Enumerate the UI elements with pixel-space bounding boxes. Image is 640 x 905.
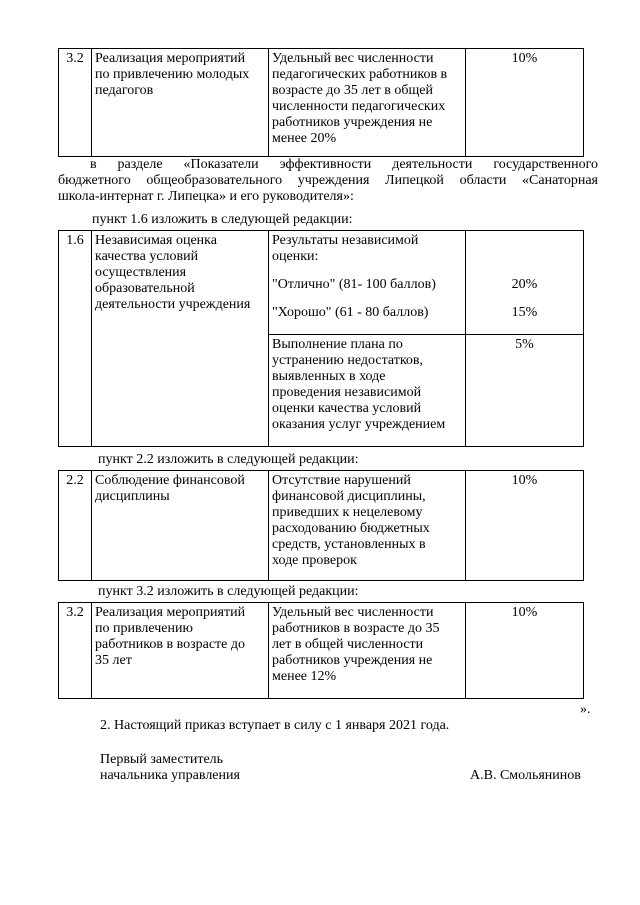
item-number: 2.2 bbox=[59, 471, 92, 581]
item-value-plan: 5% bbox=[466, 335, 584, 447]
item-2-2-instruction: пункт 2.2 изложить в следующей редакции: bbox=[98, 452, 359, 467]
signature-position: Первый заместитель начальника управления bbox=[100, 752, 240, 783]
item-indicator: Отсутствие нарушений финансовой дисциплины, приведших к нецелевому расходованию бюджетных средств, установленных в ходе проверок bbox=[269, 471, 466, 581]
section-paragraph: в разделе «Показатели эффективности деятельности государственного бюджетного общеобразовательного учреждения Липецкой области «Санаторная школа-интернат г. Липецка» и его руководителя»: bbox=[58, 157, 598, 204]
paragraph-2: 2. Настоящий приказ вступает в силу с 1 января 2021 года. bbox=[100, 718, 450, 733]
table-item-2-2 bbox=[58, 470, 584, 581]
signature-name: А.В. Смольянинов bbox=[470, 768, 581, 783]
item-indicator-plan: Выполнение плана по устранению недостатков, выявленных в ходе проведения независимой оценки качества условий оказания услуг учреждением bbox=[269, 335, 466, 447]
item-name: Реализация мероприятий по привлечению молодых педагогов bbox=[92, 49, 269, 157]
item-3-2-instruction: пункт 3.2 изложить в следующей редакции: bbox=[98, 584, 359, 599]
item-value: 10% bbox=[466, 49, 584, 157]
item-number: 3.2 bbox=[59, 603, 92, 699]
table-item-1-6 bbox=[58, 230, 584, 447]
item-name: Соблюдение финансовой дисциплины bbox=[92, 471, 269, 581]
item-value-results: 20% 15% bbox=[466, 231, 584, 335]
table-row bbox=[59, 603, 584, 699]
closing-quote: ». bbox=[580, 702, 591, 717]
item-value: 10% bbox=[466, 471, 584, 581]
item-1-6-instruction: пункт 1.6 изложить в следующей редакции: bbox=[92, 212, 353, 227]
table-row bbox=[59, 231, 584, 335]
table-item-3-2-old bbox=[58, 48, 584, 157]
item-indicator-results: Результаты независимой оценки: "Отлично" (81- 100 баллов) "Хорошо" (61 - 80 баллов) bbox=[269, 231, 466, 335]
table-item-3-2-new bbox=[58, 602, 584, 699]
item-name: Реализация мероприятий по привлечению работников в возрасте до 35 лет bbox=[92, 603, 269, 699]
table-row bbox=[59, 471, 584, 581]
table-row bbox=[59, 49, 584, 157]
item-number: 3.2 bbox=[59, 49, 92, 157]
item-indicator: Удельный вес численности педагогических работников в возрасте до 35 лет в общей численности педагогических работников учреждения не менее 20% bbox=[269, 49, 466, 157]
item-value: 10% bbox=[466, 603, 584, 699]
item-indicator: Удельный вес численности работников в возрасте до 35 лет в общей численности работников учреждения не менее 12% bbox=[269, 603, 466, 699]
item-number: 1.6 bbox=[59, 231, 92, 447]
item-name: Независимая оценка качества условий осуществления образовательной деятельности учреждения bbox=[92, 231, 269, 447]
